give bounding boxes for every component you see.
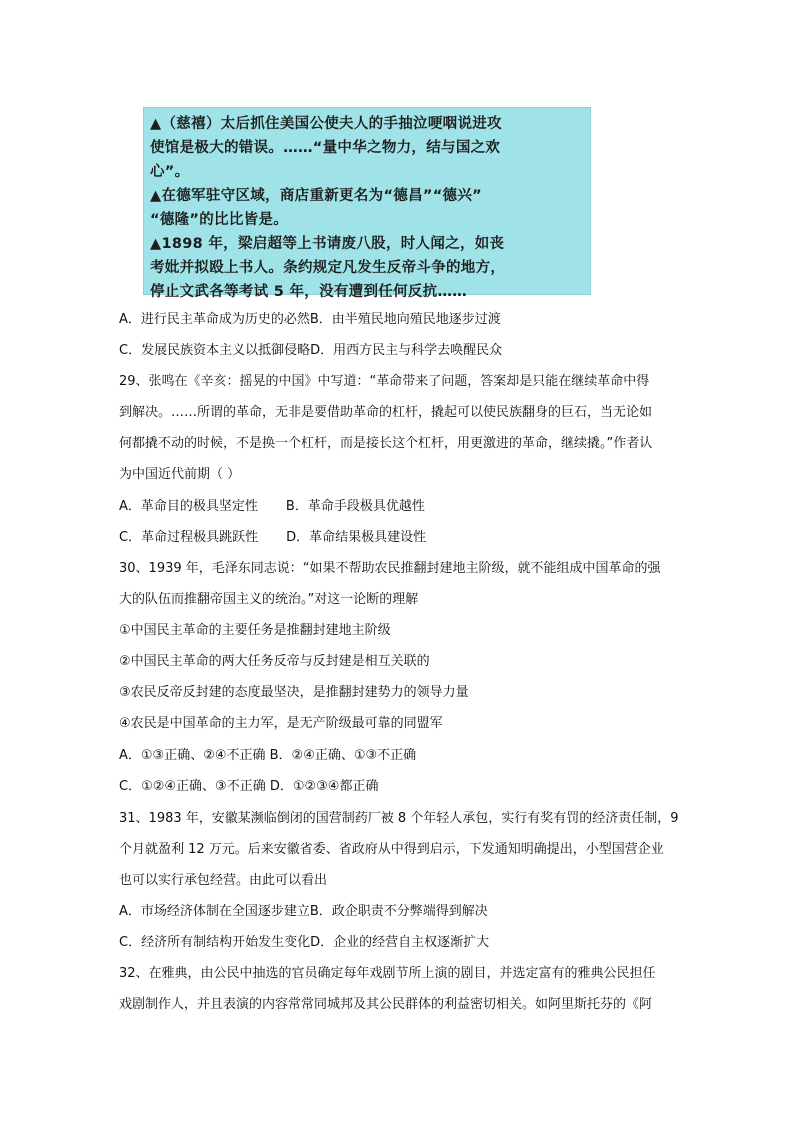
q30-options-cd: C．①②④正确、③不正确 D．①②③④都正确 (119, 779, 379, 794)
source-line: “德隆”的比比皆是。 (150, 212, 289, 228)
q31-stem-line: 也可以实行承包经营。由此可以看出 (119, 873, 328, 888)
q29-stem-line: 何都撬不动的时候，不是换一个杠杆，而是接长这个杠杆，用更激进的革命，继续撬。”作者认 (119, 436, 653, 451)
q30-stem-line: 30、1939 年，毛泽东同志说：“如果不帮助农民推翻封建地主阶级，就不能组成中国革命的强 (119, 561, 661, 576)
source-line: 考妣并拟殴上书人。条约规定凡发生反帝斗争的地方， (150, 260, 506, 276)
q31-stem-line: 个月就盈利 12 万元。后来安徽省委、省政府从中得到启示，下发通知明确提出，小型国营企业 (119, 842, 664, 857)
source-line: 使馆是极大的错误。……“量中华之物力，结与国之欢 (150, 140, 501, 156)
source-line: ▲在德军驻守区域，商店重新更名为“德昌”“德兴” (150, 188, 482, 204)
q31-stem-line: 31、1983 年，安徽某濒临倒闭的国营制药厂被 8 个年轻人承包，实行有奖有罚的经济责任制，9 (119, 811, 679, 826)
source-line: ▲（慈禧）太后抓住美国公使夫人的手抽泣哽咽说进攻 (150, 116, 502, 132)
q29-option-c: C．革命过程极具跳跃性 (119, 530, 259, 545)
q30-options-ab: A．①③正确、②④不正确 B．②④正确、①③不正确 (119, 748, 417, 763)
q28-options-ab: A．进行民主革命成为历史的必然B．由半殖民地向殖民地逐步过渡 (119, 312, 501, 327)
q29-stem-line: 为中国近代前期（ ） (119, 467, 241, 482)
source-material-image (143, 107, 591, 300)
q30-statement-1: ①中国民主革命的主要任务是推翻封建地主阶级 (119, 623, 391, 638)
q29-option-d: D．革命结果极具建设性 (286, 530, 427, 545)
q29-option-b: B．革命手段极具优越性 (285, 499, 425, 514)
q29-options-ab (119, 497, 699, 517)
q31-options-cd: C．经济所有制结构开始发生变化D．企业的经营自主权逐渐扩大 (119, 935, 490, 950)
source-line: 心”。 (150, 164, 190, 180)
q30-statement-3: ③农民反帝反封建的态度最坚决，是推翻封建势力的领导力量 (119, 685, 469, 700)
q29-stem-line: 29、张鸣在《辛亥：摇晃的中国》中写道：“革命带来了问题，答案却是只能在继续革命中得 (119, 374, 650, 389)
source-line: 停止文武各等考试 5 年，没有遭到任何反抗…… (150, 284, 468, 300)
q29-option-a: A．革命目的极具坚定性 (119, 499, 258, 514)
q30-statement-2: ②中国民主革命的两大任务反帝与反封建是相互关联的 (119, 654, 430, 669)
q32-stem-line: 32、在雅典，由公民中抽选的官员确定每年戏剧节所上演的剧目，并选定富有的雅典公民担任 (119, 966, 656, 981)
q29-stem-line: 到解决。……所谓的革命，无非是要借助革命的杠杆，撬起可以使民族翻身的巨石，当无论如 (119, 405, 653, 420)
q28-options-cd: C．发展民族资本主义以抵御侵略D．用西方民主与科学去唤醒民众 (119, 343, 503, 358)
q30-stem-line: 大的队伍而推翻帝国主义的统治。”对这一论断的理解 (119, 592, 419, 607)
source-line: ▲1898 年，梁启超等上书请废八股，时人闻之，如丧 (150, 236, 505, 252)
q31-options-ab: A．市场经济体制在全国逐步建立B．政企职责不分弊端得到解决 (119, 904, 488, 919)
q32-stem-line: 戏剧制作人，并且表演的内容常常同城邦及其公民群体的利益密切相关。如阿里斯托芬的《阿 (119, 997, 653, 1012)
q30-statement-4: ④农民是中国革命的主力军，是无产阶级最可靠的同盟军 (119, 716, 443, 731)
q29-options-cd (119, 528, 699, 548)
